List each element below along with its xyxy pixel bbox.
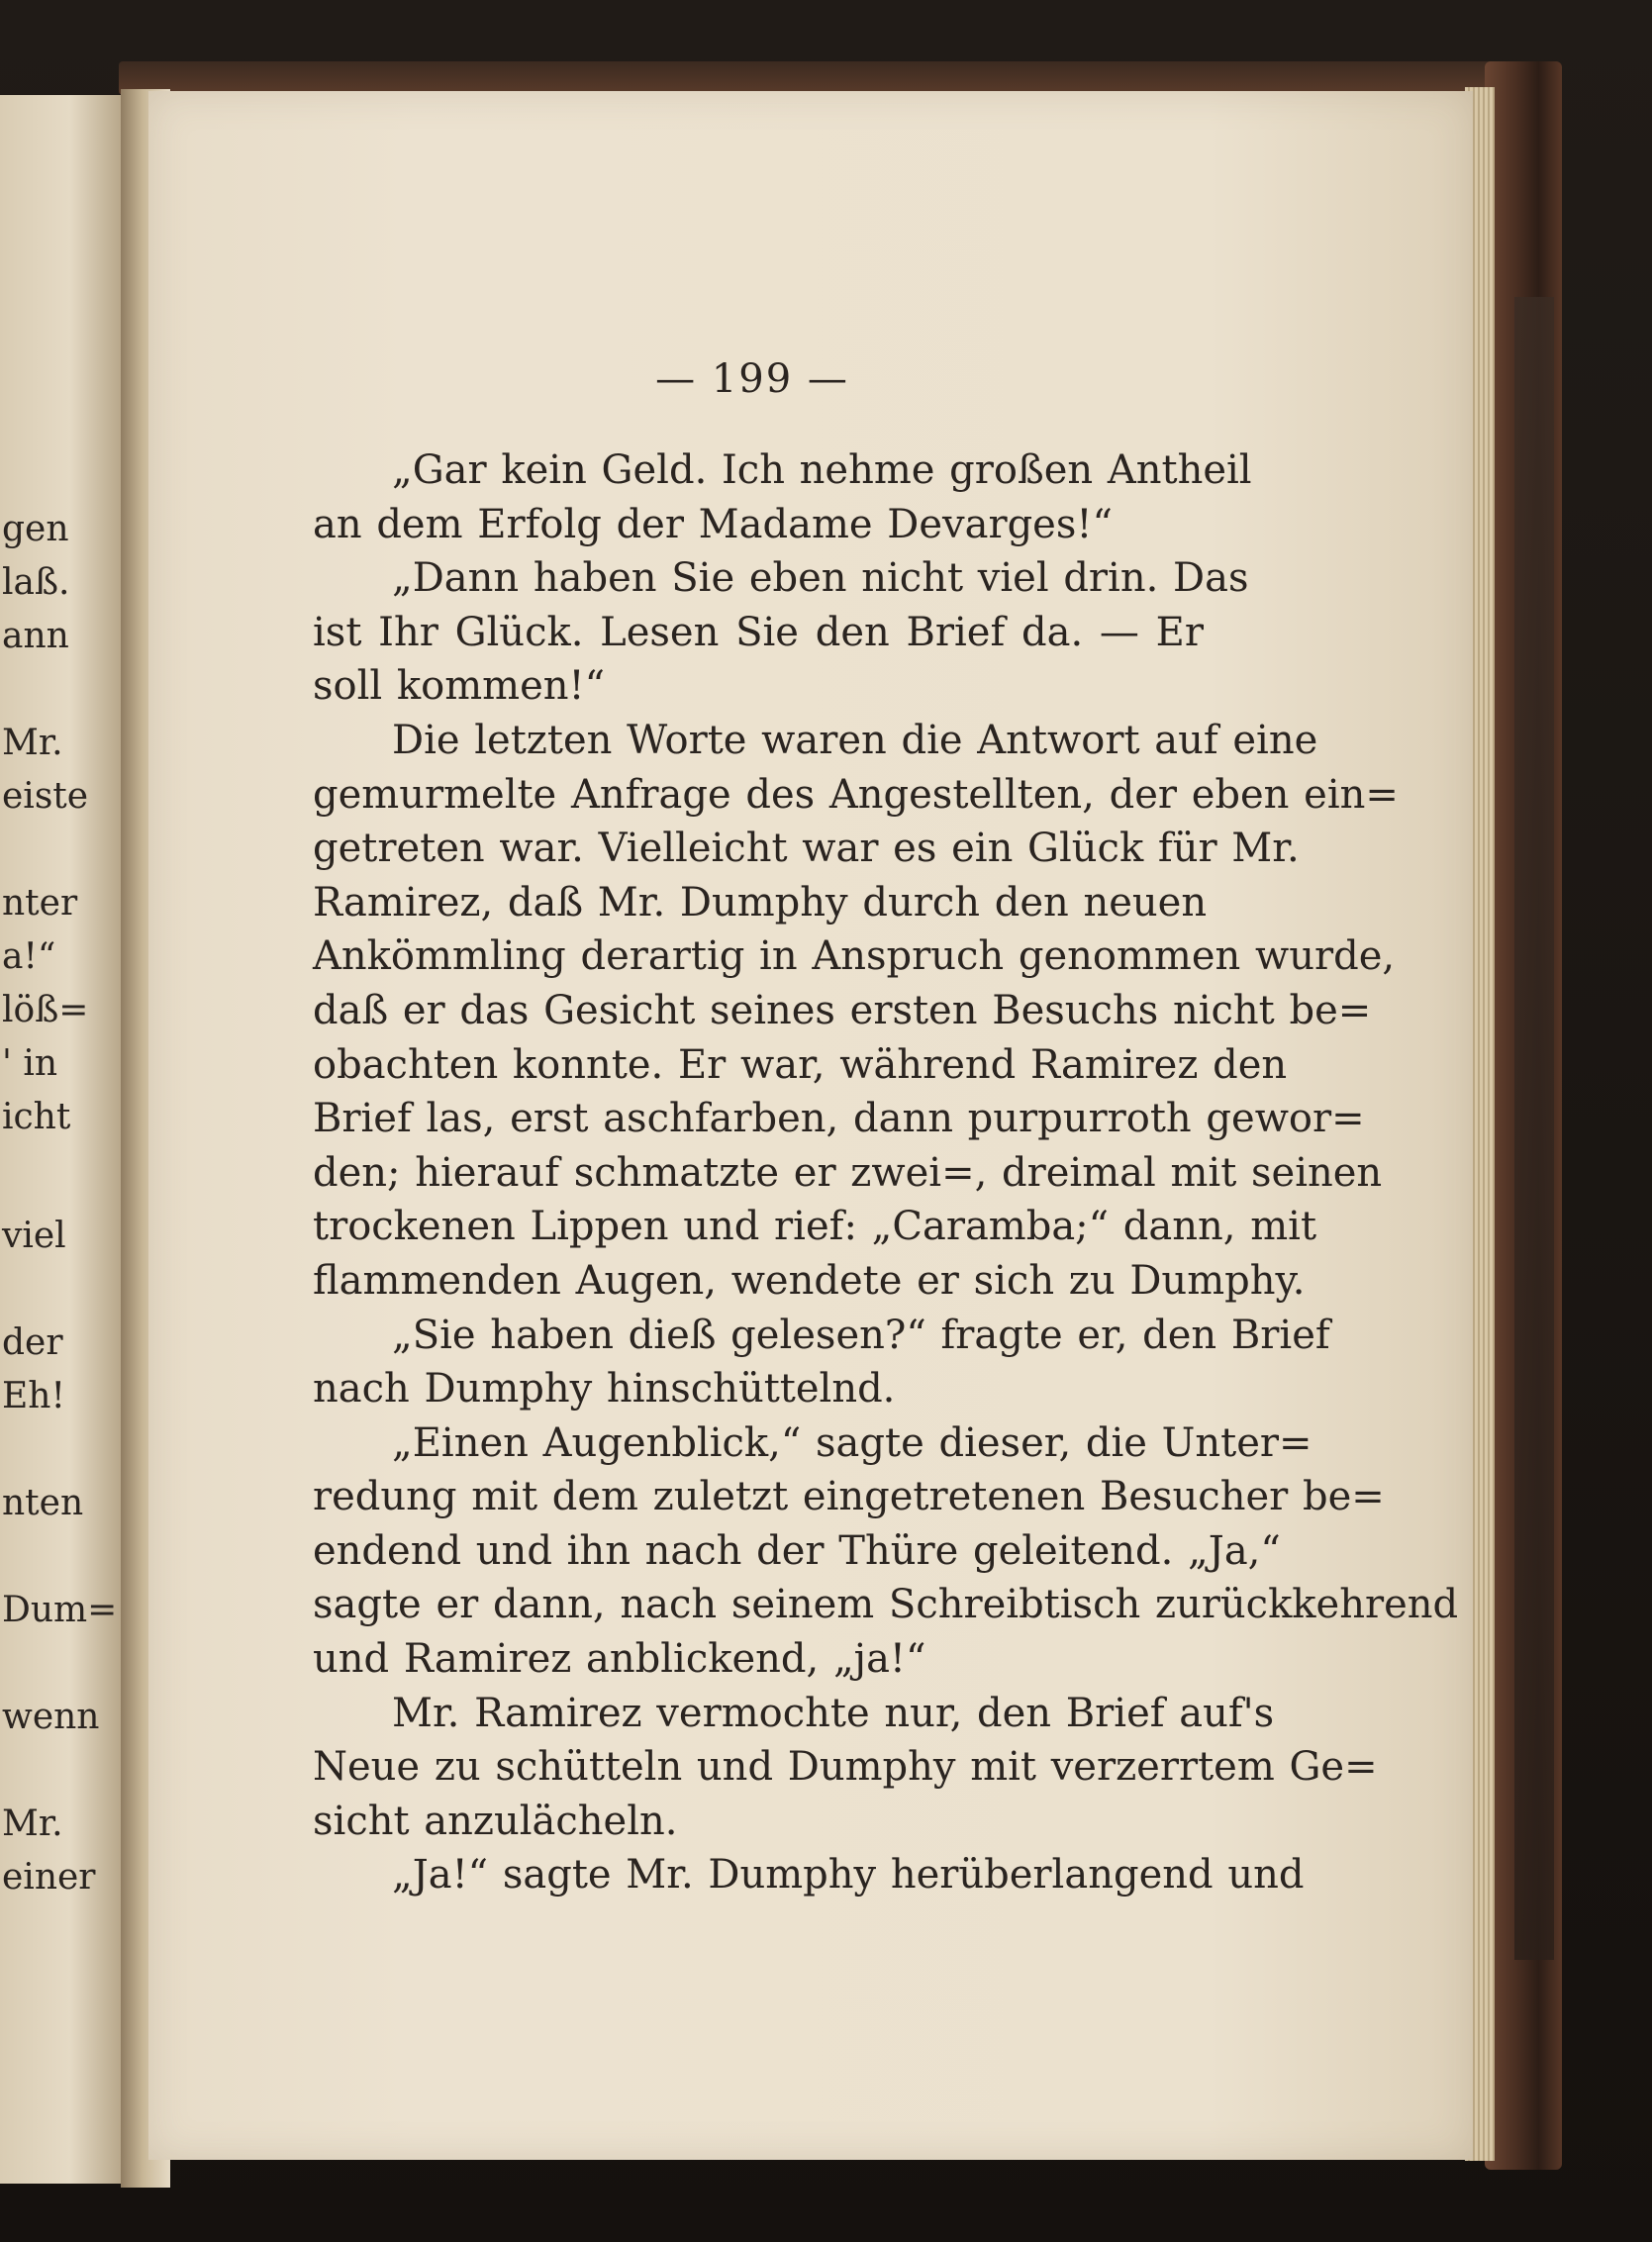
text-line: soll kommen!“	[313, 663, 606, 710]
text-line: obachten konnte. Er war, während Ramirez den	[313, 1041, 1288, 1088]
text-line: daß er das Gesicht seines ersten Besuchs nicht be=	[313, 987, 1372, 1033]
text-line: nach Dumphy hinschüttelnd.	[313, 1366, 896, 1413]
text-line: und Ramirez anblickend, „ja!“	[313, 1636, 926, 1683]
text-line: flammenden Augen, wendete er sich zu Dumphy.	[313, 1257, 1306, 1304]
text-line: „Einen Augenblick,“ sagte dieser, die Unter=	[392, 1419, 1312, 1466]
left-page-fragment: löß=	[2, 990, 89, 1030]
text-line: den; hierauf schmatzte er zwei=, dreimal mit seinen	[313, 1149, 1383, 1196]
left-page-fragment: ann	[2, 616, 69, 656]
text-line: Mr. Ramirez vermochte nur, den Brief auf's	[392, 1690, 1275, 1736]
text-line: trockenen Lippen und rief: „Caramba;“ dann, mit	[313, 1204, 1317, 1250]
text-line: sicht anzulächeln.	[313, 1798, 678, 1844]
cover-edge-strip	[1514, 297, 1554, 1960]
text-line: Die letzten Worte waren die Antwort auf eine	[392, 717, 1318, 763]
left-page-fragment: icht	[2, 1097, 71, 1137]
text-line: endend und ihn nach der Thüre geleitend. „Ja,“	[313, 1527, 1281, 1574]
left-page-fragment: nter	[2, 883, 78, 924]
text-line: Neue zu schütteln und Dumphy mit verzerrtem Ge=	[313, 1744, 1378, 1791]
left-page-fragment: Dum=	[2, 1590, 118, 1630]
left-page-fragment: a!“	[2, 936, 56, 977]
left-page	[0, 95, 127, 2184]
text-line: ist Ihr Glück. Lesen Sie den Brief da. — Er	[313, 609, 1204, 655]
body-text	[313, 443, 1459, 1902]
left-page-fragment: laß.	[2, 562, 70, 603]
text-line: „Gar kein Geld. Ich nehme großen Antheil	[392, 447, 1252, 493]
text-line: „Dann haben Sie eben nicht viel drin. Das	[392, 555, 1249, 602]
text-line: gemurmelte Anfrage des Angestellten, der eben ein=	[313, 771, 1399, 818]
left-page-fragment: viel	[2, 1216, 66, 1256]
left-page-fragment: eiste	[2, 776, 89, 817]
left-page-fragment: ' in	[2, 1043, 58, 1084]
page-number: — 199 —	[655, 356, 849, 402]
text-line: Brief las, erst aschfarben, dann purpurroth gewor=	[313, 1096, 1365, 1142]
left-page-fragment: Mr.	[2, 723, 63, 763]
left-page-fragment: gen	[2, 509, 69, 549]
left-page-fragment: nten	[2, 1483, 84, 1523]
left-page-fragment: der	[2, 1322, 63, 1363]
text-line: an dem Erfolg der Madame Devarges!“	[313, 501, 1113, 547]
text-line: sagte er dann, nach seinem Schreibtisch zurückkehrend	[313, 1582, 1459, 1628]
text-line: redung mit dem zuletzt eingetretenen Besucher be=	[313, 1474, 1385, 1520]
left-page-fragment: Eh!	[2, 1376, 65, 1416]
left-page-fragment: einer	[2, 1857, 96, 1898]
text-line: „Ja!“ sagte Mr. Dumphy herüberlangend und	[392, 1852, 1305, 1899]
left-page-fragment: wenn	[2, 1697, 100, 1737]
left-page-fragment: Mr.	[2, 1803, 63, 1844]
book-cover-top	[119, 61, 1524, 95]
text-line: getreten war. Vielleicht war es ein Glück für Mr.	[313, 826, 1300, 872]
text-line: Ramirez, daß Mr. Dumphy durch den neuen	[313, 879, 1208, 926]
text-line: Ankömmling derartig in Anspruch genommen wurde,	[313, 933, 1396, 980]
text-line: „Sie haben dieß gelesen?“ fragte er, den Brief	[392, 1312, 1330, 1358]
